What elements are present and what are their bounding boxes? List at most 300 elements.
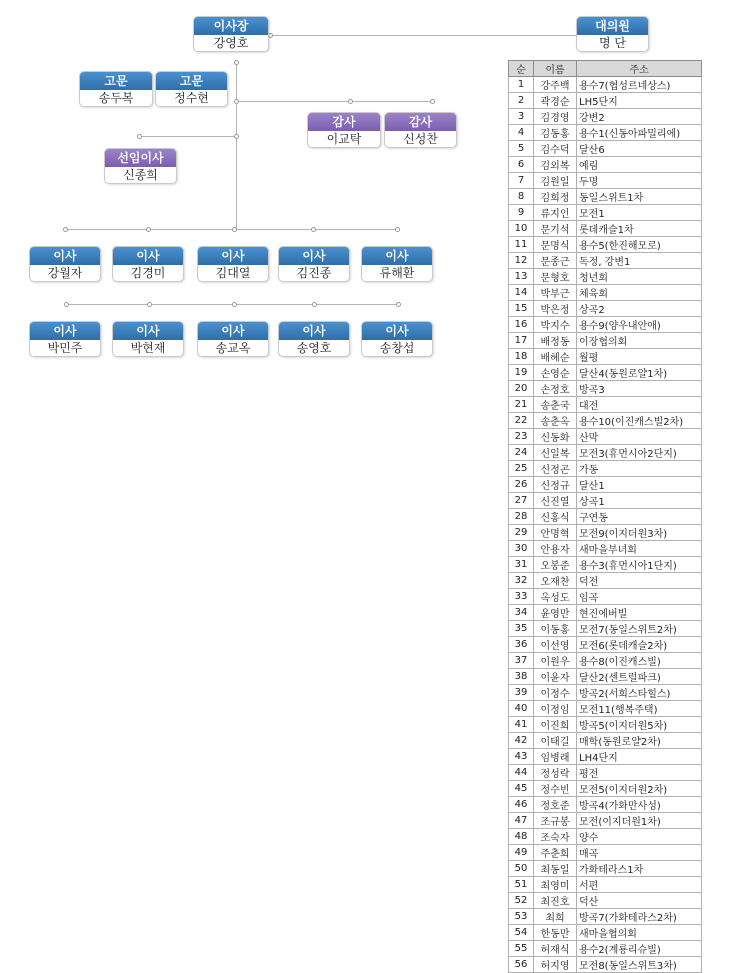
cell-name: 최희	[534, 909, 577, 925]
director-name: 김진종	[296, 266, 332, 280]
table-row	[509, 317, 702, 333]
connector-dot	[395, 227, 400, 232]
cell-address: 용수1(신동아파밀리에)	[577, 125, 702, 141]
cell-address: 방곡4(가화만사성)	[577, 797, 702, 813]
connector-dot	[311, 227, 316, 232]
cell-name: 최진호	[534, 893, 577, 909]
cell-address: 청년회	[577, 269, 702, 285]
cell-no: 32	[509, 573, 534, 589]
cell-name: 이진희	[534, 717, 577, 733]
director-node	[278, 321, 350, 357]
connector-line	[237, 101, 433, 102]
chairman-node	[193, 16, 269, 52]
table-row	[509, 125, 702, 141]
director-node	[197, 321, 269, 357]
cell-address: 용수8(이진캐스빌)	[577, 653, 702, 669]
director-role: 이사	[198, 322, 268, 340]
table-row	[509, 397, 702, 413]
director-node	[361, 321, 433, 357]
cell-no: 17	[509, 333, 534, 349]
connector-dot	[137, 134, 142, 139]
cell-name: 문명식	[534, 237, 577, 253]
cell-name: 김동홍	[534, 125, 577, 141]
cell-address: 양수	[577, 829, 702, 845]
cell-name: 최영미	[534, 877, 577, 893]
cell-no: 50	[509, 861, 534, 877]
table-row	[509, 605, 702, 621]
cell-name: 신정곤	[534, 461, 577, 477]
cell-no: 18	[509, 349, 534, 365]
cell-address: 방곡3	[577, 381, 702, 397]
cell-name: 문형호	[534, 269, 577, 285]
cell-address: 덕산	[577, 893, 702, 909]
connector-dot	[234, 60, 239, 65]
table-row	[509, 621, 702, 637]
table-row	[509, 461, 702, 477]
auditor-role: 감사	[308, 113, 380, 131]
connector-dot	[312, 302, 317, 307]
advisor-name: 송두복	[98, 91, 134, 105]
cell-name: 이원우	[534, 653, 577, 669]
advisor-role: 고문	[156, 72, 227, 90]
auditor-role: 감사	[385, 113, 456, 131]
cell-no: 22	[509, 413, 534, 429]
cell-address: 방곡5(이지더원5차)	[577, 717, 702, 733]
table-row	[509, 365, 702, 381]
auditor-node	[384, 112, 457, 148]
delegate-node	[576, 16, 649, 52]
cell-no: 45	[509, 781, 534, 797]
cell-no: 36	[509, 637, 534, 653]
cell-address: 평전	[577, 765, 702, 781]
director-name: 송영호	[296, 341, 332, 355]
table-row	[509, 237, 702, 253]
appointed-director-role: 선임이사	[105, 149, 176, 167]
table-row	[509, 77, 702, 93]
cell-no: 20	[509, 381, 534, 397]
cell-no: 8	[509, 189, 534, 205]
cell-no: 40	[509, 701, 534, 717]
cell-name: 신홍식	[534, 509, 577, 525]
director-name: 송창섭	[379, 341, 415, 355]
appointed-director-node	[104, 148, 177, 184]
table-row	[509, 333, 702, 349]
advisor-role: 고문	[80, 72, 152, 90]
cell-no: 16	[509, 317, 534, 333]
table-row	[509, 413, 702, 429]
table-row	[509, 749, 702, 765]
cell-address: 새마을협의회	[577, 925, 702, 941]
cell-name: 임병래	[534, 749, 577, 765]
director-name: 김경미	[130, 266, 166, 280]
cell-no: 52	[509, 893, 534, 909]
cell-address: 모전7(동일스위트2차)	[577, 621, 702, 637]
cell-name: 김수덕	[534, 141, 577, 157]
director-name: 강월자	[47, 266, 83, 280]
cell-address: 용수5(한진해모로)	[577, 237, 702, 253]
cell-name: 박부근	[534, 285, 577, 301]
cell-name: 이정임	[534, 701, 577, 717]
connector-line	[236, 62, 237, 230]
table-row	[509, 813, 702, 829]
cell-address: 달산1	[577, 477, 702, 493]
cell-name: 이윤자	[534, 669, 577, 685]
cell-name: 류지인	[534, 205, 577, 221]
cell-address: 산막	[577, 429, 702, 445]
table-row	[509, 685, 702, 701]
table-row	[509, 221, 702, 237]
connector-dot	[232, 302, 237, 307]
table-row	[509, 301, 702, 317]
table-row	[509, 541, 702, 557]
director-node	[29, 321, 101, 357]
cell-name: 김원일	[534, 173, 577, 189]
table-row	[509, 909, 702, 925]
auditor-name: 신성찬	[403, 132, 438, 146]
table-row	[509, 285, 702, 301]
connector-dot	[348, 99, 353, 104]
table-row	[509, 205, 702, 221]
table-row	[509, 573, 702, 589]
cell-name: 정성락	[534, 765, 577, 781]
connector-dot	[430, 99, 435, 104]
connector-dot	[64, 302, 69, 307]
director-name: 박민주	[47, 341, 83, 355]
cell-address: 용수10(이진캐스빌2차)	[577, 413, 702, 429]
cell-name: 신진열	[534, 493, 577, 509]
table-row	[509, 381, 702, 397]
advisor-node	[155, 71, 228, 107]
cell-address: 동일스위트1차	[577, 189, 702, 205]
cell-no: 23	[509, 429, 534, 445]
connector-dot	[232, 227, 237, 232]
cell-name: 오재찬	[534, 573, 577, 589]
cell-name: 강주백	[534, 77, 577, 93]
cell-no: 5	[509, 141, 534, 157]
cell-no: 13	[509, 269, 534, 285]
table-row	[509, 589, 702, 605]
cell-no: 3	[509, 109, 534, 125]
director-role: 이사	[362, 247, 432, 265]
table-row	[509, 717, 702, 733]
cell-no: 2	[509, 93, 534, 109]
table-row	[509, 829, 702, 845]
cell-address: 모전8(동일스위트3차)	[577, 957, 702, 973]
cell-address: 체육회	[577, 285, 702, 301]
cell-name: 주춘희	[534, 845, 577, 861]
cell-no: 56	[509, 957, 534, 973]
table-row	[509, 941, 702, 957]
table-row	[509, 845, 702, 861]
cell-no: 34	[509, 605, 534, 621]
connector-dot	[146, 227, 151, 232]
table-row	[509, 141, 702, 157]
table-row	[509, 877, 702, 893]
cell-no: 19	[509, 365, 534, 381]
cell-no: 35	[509, 621, 534, 637]
cell-address: 대전	[577, 397, 702, 413]
cell-address: 방곡7(가화테라스2차)	[577, 909, 702, 925]
cell-no: 21	[509, 397, 534, 413]
cell-no: 9	[509, 205, 534, 221]
delegate-member-table	[508, 60, 702, 973]
cell-address: 두명	[577, 173, 702, 189]
table-row	[509, 861, 702, 877]
cell-name: 윤영만	[534, 605, 577, 621]
director-node	[112, 321, 184, 357]
cell-no: 7	[509, 173, 534, 189]
cell-name: 오봉준	[534, 557, 577, 573]
director-role: 이사	[198, 247, 268, 265]
cell-name: 송춘옥	[534, 413, 577, 429]
cell-no: 38	[509, 669, 534, 685]
director-name: 송교옥	[215, 341, 251, 355]
cell-no: 1	[509, 77, 534, 93]
table-row	[509, 477, 702, 493]
advisor-node	[79, 71, 153, 107]
cell-address: 달산4(동원로얄1차)	[577, 365, 702, 381]
cell-name: 정호준	[534, 797, 577, 813]
cell-name: 신일복	[534, 445, 577, 461]
cell-name: 문종근	[534, 253, 577, 269]
cell-name: 조규봉	[534, 813, 577, 829]
cell-address: 상곡1	[577, 493, 702, 509]
table-row	[509, 925, 702, 941]
director-role: 이사	[113, 322, 183, 340]
cell-no: 25	[509, 461, 534, 477]
table-row	[509, 733, 702, 749]
cell-no: 41	[509, 717, 534, 733]
director-name: 김대열	[215, 266, 251, 280]
cell-no: 33	[509, 589, 534, 605]
cell-address: LH5단지	[577, 93, 702, 109]
delegate-name: 명 단	[599, 36, 626, 50]
table-row	[509, 957, 702, 973]
cell-address: 모전1	[577, 205, 702, 221]
cell-name: 곽경순	[534, 93, 577, 109]
cell-address: 매곡	[577, 845, 702, 861]
cell-no: 49	[509, 845, 534, 861]
cell-no: 14	[509, 285, 534, 301]
table-body	[509, 77, 702, 973]
cell-name: 안용자	[534, 541, 577, 557]
cell-address: 상곡2	[577, 301, 702, 317]
cell-no: 26	[509, 477, 534, 493]
cell-name: 조숙자	[534, 829, 577, 845]
director-role: 이사	[30, 247, 100, 265]
cell-no: 48	[509, 829, 534, 845]
cell-no: 37	[509, 653, 534, 669]
cell-address: 서편	[577, 877, 702, 893]
auditor-name: 이교탁	[326, 132, 362, 146]
cell-name: 이태길	[534, 733, 577, 749]
cell-address: 모전5(이지더원2차)	[577, 781, 702, 797]
cell-name: 김희정	[534, 189, 577, 205]
chairman-name: 강영호	[213, 36, 249, 50]
connector-dot	[396, 302, 401, 307]
table-row	[509, 173, 702, 189]
cell-name: 신정규	[534, 477, 577, 493]
cell-name: 송춘국	[534, 397, 577, 413]
director-node	[29, 246, 101, 282]
table-row	[509, 525, 702, 541]
cell-name: 박은정	[534, 301, 577, 317]
cell-no: 42	[509, 733, 534, 749]
cell-address: 월평	[577, 349, 702, 365]
cell-address: 예림	[577, 157, 702, 173]
advisor-name: 정수현	[174, 91, 209, 105]
cell-no: 46	[509, 797, 534, 813]
cell-address: 새마을부녀회	[577, 541, 702, 557]
cell-no: 53	[509, 909, 534, 925]
table-row	[509, 637, 702, 653]
cell-no: 44	[509, 765, 534, 781]
cell-no: 47	[509, 813, 534, 829]
cell-address: 임곡	[577, 589, 702, 605]
connector-dot	[234, 134, 239, 139]
director-role: 이사	[279, 247, 349, 265]
chairman-role: 이사장	[194, 17, 268, 35]
cell-no: 29	[509, 525, 534, 541]
connector-line	[270, 35, 578, 36]
director-name: 박현재	[130, 341, 166, 355]
cell-no: 51	[509, 877, 534, 893]
cell-no: 31	[509, 557, 534, 573]
cell-address: 달산6	[577, 141, 702, 157]
cell-address: 매학(동원로얄2차)	[577, 733, 702, 749]
cell-name: 옥성도	[534, 589, 577, 605]
cell-name: 문기석	[534, 221, 577, 237]
table-row	[509, 269, 702, 285]
cell-no: 12	[509, 253, 534, 269]
cell-address: LH4단지	[577, 749, 702, 765]
table-row	[509, 349, 702, 365]
cell-address: 현진에버빌	[577, 605, 702, 621]
cell-address: 모전3(휴먼시아2단지)	[577, 445, 702, 461]
connector-dot	[147, 302, 152, 307]
cell-no: 28	[509, 509, 534, 525]
table-row	[509, 669, 702, 685]
cell-name: 김외복	[534, 157, 577, 173]
cell-no: 39	[509, 685, 534, 701]
director-name: 류해환	[379, 266, 415, 280]
director-node	[278, 246, 350, 282]
table-row	[509, 189, 702, 205]
connector-dot	[63, 227, 68, 232]
cell-name: 손정호	[534, 381, 577, 397]
cell-name: 배정동	[534, 333, 577, 349]
cell-name: 이동홍	[534, 621, 577, 637]
cell-no: 54	[509, 925, 534, 941]
table-row	[509, 653, 702, 669]
cell-address: 방곡2(서희스타힐스)	[577, 685, 702, 701]
table-row	[509, 429, 702, 445]
director-node	[361, 246, 433, 282]
cell-no: 4	[509, 125, 534, 141]
cell-address: 용수9(양우내안애)	[577, 317, 702, 333]
cell-no: 27	[509, 493, 534, 509]
director-role: 이사	[279, 322, 349, 340]
cell-address: 가화테라스1차	[577, 861, 702, 877]
cell-address: 모전(이지더원1차)	[577, 813, 702, 829]
delegate-role: 대의원	[577, 17, 648, 35]
cell-address: 가동	[577, 461, 702, 477]
cell-name: 신동화	[534, 429, 577, 445]
cell-no: 43	[509, 749, 534, 765]
cell-address: 덕전	[577, 573, 702, 589]
table-row	[509, 557, 702, 573]
column-header-name: 이름	[534, 61, 577, 77]
cell-address: 달산2(센트럴파크)	[577, 669, 702, 685]
table-row	[509, 893, 702, 909]
table-row	[509, 509, 702, 525]
cell-no: 15	[509, 301, 534, 317]
cell-address: 용수7(협성르네상스)	[577, 77, 702, 93]
cell-name: 안명혁	[534, 525, 577, 541]
table-row	[509, 93, 702, 109]
director-role: 이사	[30, 322, 100, 340]
table-row	[509, 253, 702, 269]
connector-line	[65, 229, 397, 230]
table-row	[509, 157, 702, 173]
table-row	[509, 701, 702, 717]
cell-address: 모전11(행복주택)	[577, 701, 702, 717]
cell-address: 모전6(롯데캐슬2차)	[577, 637, 702, 653]
cell-address: 이장협의회	[577, 333, 702, 349]
cell-name: 배혜순	[534, 349, 577, 365]
cell-name: 정수빈	[534, 781, 577, 797]
cell-no: 6	[509, 157, 534, 173]
table-header-row	[509, 61, 702, 77]
appointed-director-name: 신종희	[123, 168, 158, 182]
cell-address: 롯데캐슬1차	[577, 221, 702, 237]
cell-address: 용수2(계룡리슈빌)	[577, 941, 702, 957]
cell-address: 용수3(휴먼시아1단지)	[577, 557, 702, 573]
director-node	[112, 246, 184, 282]
connector-dot	[234, 99, 239, 104]
cell-name: 이정수	[534, 685, 577, 701]
cell-no: 24	[509, 445, 534, 461]
cell-address: 강변2	[577, 109, 702, 125]
table-row	[509, 445, 702, 461]
cell-name: 허지영	[534, 957, 577, 973]
director-role: 이사	[362, 322, 432, 340]
table-row	[509, 797, 702, 813]
table-row	[509, 781, 702, 797]
cell-name: 최동일	[534, 861, 577, 877]
column-header-address: 주소	[577, 61, 702, 77]
cell-name: 한동만	[534, 925, 577, 941]
cell-name: 손영순	[534, 365, 577, 381]
cell-address: 독정, 강변1	[577, 253, 702, 269]
director-role: 이사	[113, 247, 183, 265]
cell-address: 구연동	[577, 509, 702, 525]
auditor-node	[307, 112, 381, 148]
director-node	[197, 246, 269, 282]
table-row	[509, 493, 702, 509]
cell-address: 모전9(이지더원3차)	[577, 525, 702, 541]
cell-no: 55	[509, 941, 534, 957]
cell-no: 11	[509, 237, 534, 253]
table-row	[509, 109, 702, 125]
connector-line	[139, 136, 236, 137]
cell-name: 이선영	[534, 637, 577, 653]
cell-no: 10	[509, 221, 534, 237]
cell-name: 김경영	[534, 109, 577, 125]
column-header-no: 순	[509, 61, 534, 77]
table-row	[509, 765, 702, 781]
cell-name: 박지수	[534, 317, 577, 333]
